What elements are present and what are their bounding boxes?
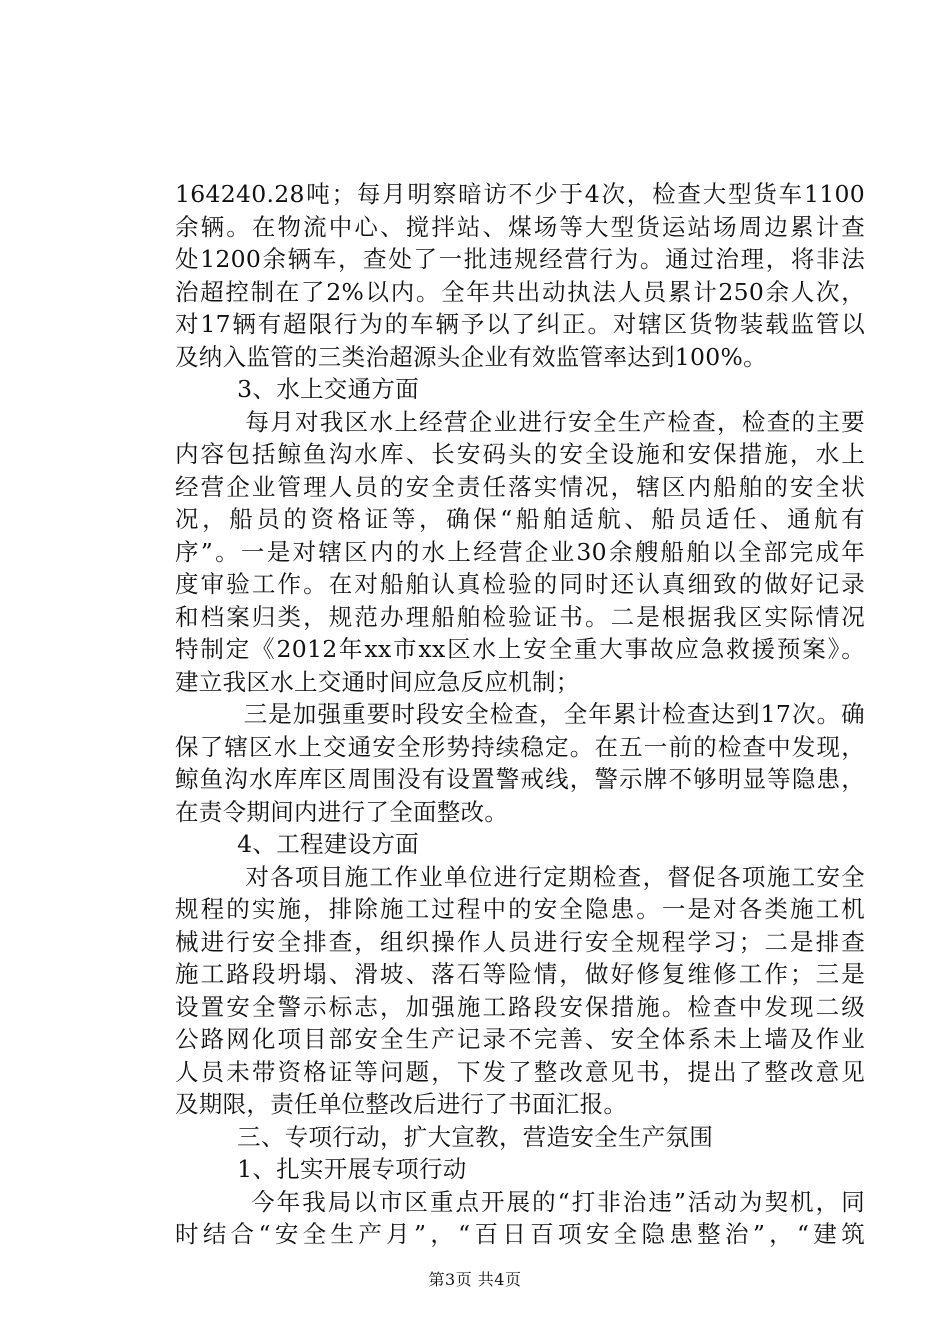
body-line: 三是加强重要时段安全检查，全年累计检查达到17次。确 <box>175 700 865 728</box>
body-line: 及期限，责任单位整改后进行了书面汇报。 <box>175 1090 628 1118</box>
body-line: 3、水上交通方面 <box>175 375 420 403</box>
body-line: 经营企业管理人员的安全责任落实情况，辖区内船舶的安全状 <box>175 472 865 501</box>
body-line: 1、扎实开展专项行动 <box>175 1155 467 1183</box>
body-line: 序”。一是对辖区内的水上经营企业30余艘船舶以全部完成年 <box>175 537 865 566</box>
body-line: 规程的实施，排除施工过程中的安全隐患。一是对各类施工机 <box>175 895 865 923</box>
body-line: 及纳入监管的三类治超源头企业有效监管率达到100%。 <box>175 342 767 371</box>
body-line: 今年我局以市区重点开展的“打非治违”活动为契机，同 <box>175 1187 865 1216</box>
body-line: 保了辖区水上交通安全形势持续稳定。在五一前的检查中发现， <box>175 732 865 761</box>
body-line: 械进行安全排查，组织操作人员进行安全规程学习；二是排查 <box>175 927 865 956</box>
body-line: 余辆。在物流中心、搅拌站、煤场等大型货运站场周边累计查 <box>175 212 865 241</box>
body-line: 内容包括鲸鱼沟水库、长安码头的安全设施和安保措施，水上 <box>175 440 865 468</box>
body-line: 和档案归类，规范办理船舶检验证书。二是根据我区实际情况 <box>175 602 865 631</box>
body-line: 治超控制在了2%以内。全年共出动执法人员累计250余人次， <box>175 277 865 306</box>
document-body <box>175 178 865 1251</box>
body-line: 每月对我区水上经营企业进行安全生产检查，检查的主要 <box>175 407 865 436</box>
page-footer: 第3页 共4页 <box>428 1270 522 1289</box>
body-line: 对各项目施工作业单位进行定期检查，督促各项施工安全 <box>175 862 865 891</box>
body-line: 鲸鱼沟水库库区周围没有设置警戒线，警示牌不够明显等隐患， <box>175 765 865 793</box>
body-line: 时结合“安全生产月”，“百日百项安全隐患整治”，“建筑 <box>175 1220 865 1248</box>
body-line: 人员未带资格证等问题，下发了整改意见书，提出了整改意见 <box>175 1057 865 1086</box>
body-line: 164240.28吨；每月明察暗访不少于4次，检查大型货车1100 <box>175 180 865 208</box>
body-line: 公路网化项目部安全生产记录不完善、安全体系未上墙及作业 <box>175 1025 865 1053</box>
body-line: 对17辆有超限行为的车辆予以了纠正。对辖区货物装载监管以 <box>175 310 865 338</box>
body-line: 在责令期间内进行了全面整改。 <box>175 797 509 826</box>
body-line: 4、工程建设方面 <box>175 830 420 858</box>
body-line: 设置安全警示标志，加强施工路段安保措施。检查中发现二级 <box>175 992 865 1021</box>
body-line: 施工路段坍塌、滑坡、落石等险情，做好修复维修工作；三是 <box>175 960 865 988</box>
body-line: 特制定《2012年xx市xx区水上安全重大事故应急救援预案》。 <box>175 635 865 663</box>
body-line: 建立我区水上交通时间应急反应机制； <box>175 667 580 696</box>
body-line: 三、专项行动，扩大宣教，营造安全生产氛围 <box>175 1122 714 1151</box>
body-line: 况，船员的资格证等，确保“船舶适航、船员适任、通航有 <box>175 505 865 533</box>
body-line: 处1200余辆车，查处了一批违规经营行为。通过治理，将非法 <box>175 245 865 273</box>
body-line: 度审验工作。在对船舶认真检验的同时还认真细致的做好记录 <box>175 570 865 598</box>
